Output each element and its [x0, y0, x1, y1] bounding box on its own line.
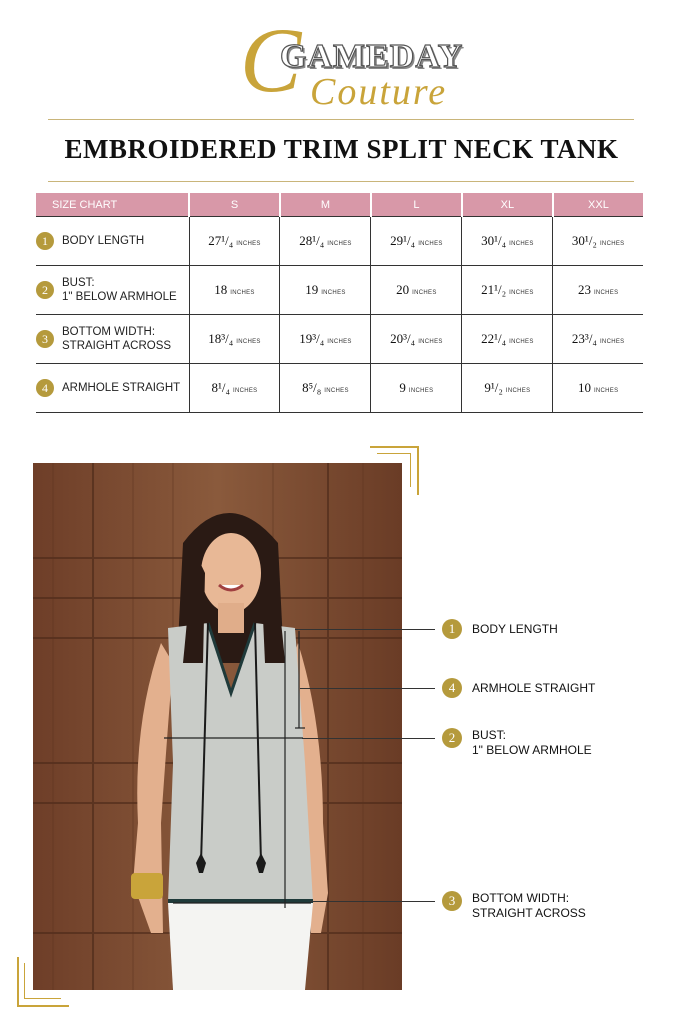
measurement-cell — [371, 266, 462, 315]
number-badge: 3 — [36, 330, 54, 348]
measurement-cell — [462, 364, 553, 413]
logo-top-text: GAMEDAY — [280, 38, 464, 75]
measurement-value: 30¹/₄ — [481, 233, 507, 248]
measurement-value: 22¹/₄ — [481, 331, 507, 346]
table-body — [36, 217, 643, 413]
row-sublabel: 1" BELOW ARMHOLE — [62, 291, 177, 303]
header-size-l: L — [371, 193, 462, 217]
callout-armhole-straight — [442, 678, 595, 698]
callout-bust — [442, 728, 592, 758]
measurement-cell — [553, 364, 643, 413]
measurement-unit: INCHES — [233, 388, 258, 394]
measurement-cell — [280, 266, 371, 315]
leader-line-bottom-width — [310, 901, 435, 902]
header-size-xl: XL — [462, 193, 553, 217]
measurement-value: 27¹/₄ — [208, 233, 234, 248]
measurement-unit: INCHES — [327, 339, 352, 345]
callout-label: ARMHOLE STRAIGHT — [472, 680, 596, 695]
measurement-value: 29¹/₄ — [390, 233, 416, 248]
measurement-value: 18³/₄ — [208, 331, 234, 346]
callout-label: BOTTOM WIDTH: — [472, 891, 570, 905]
measurement-unit: INCHES — [593, 290, 619, 296]
measurement-value: 8⁵/₈ — [302, 380, 322, 395]
measurement-unit: INCHES — [418, 241, 443, 247]
top-divider — [48, 119, 634, 120]
measurement-cell — [553, 217, 643, 266]
measurement-unit: INCHES — [412, 290, 437, 296]
row-label: ARMHOLE STRAIGHT — [62, 382, 181, 394]
page-title: EMBROIDERED TRIM SPLIT NECK TANK — [64, 134, 619, 164]
number-badge: 2 — [442, 728, 462, 748]
row-label: BODY LENGTH — [62, 235, 145, 247]
table-row — [36, 315, 643, 364]
table-row — [36, 217, 643, 266]
measurement-unit: INCHES — [505, 388, 531, 394]
title-divider — [48, 181, 634, 182]
number-badge: 4 — [442, 678, 462, 698]
header-size-m: M — [280, 193, 371, 217]
measurement-unit: INCHES — [327, 241, 352, 247]
measurement-cell — [280, 364, 371, 413]
number-badge: 1 — [442, 619, 462, 639]
size-chart-table — [36, 193, 643, 413]
measurement-value: 9 — [399, 380, 406, 395]
header-size-chart: SIZE CHART — [36, 193, 189, 217]
measurement-cell — [462, 266, 553, 315]
model-photo — [33, 463, 402, 990]
number-badge: 4 — [36, 379, 54, 397]
callout-body-length — [442, 619, 558, 639]
measurement-cell — [371, 364, 462, 413]
measurement-cell — [462, 315, 553, 364]
row-label-cell — [36, 315, 189, 364]
callout-label: BODY LENGTH — [472, 621, 558, 636]
model-illustration — [33, 463, 402, 990]
number-badge: 2 — [36, 281, 54, 299]
measurement-value: 21¹/₂ — [481, 282, 507, 297]
measurement-value: 18 — [214, 282, 228, 297]
measurement-unit: INCHES — [599, 241, 625, 247]
row-sublabel: STRAIGHT ACROSS — [62, 340, 172, 352]
measurement-unit: INCHES — [509, 339, 534, 345]
measurement-value: 19³/₄ — [299, 331, 325, 346]
measurement-value: 30¹/₂ — [571, 233, 597, 248]
measurement-unit: INCHES — [593, 388, 619, 394]
row-label-cell — [36, 364, 189, 413]
measurement-unit: INCHES — [321, 290, 346, 296]
measurement-cell — [371, 315, 462, 364]
table-row — [36, 364, 643, 413]
callout-sublabel: STRAIGHT ACROSS — [472, 906, 586, 920]
number-badge: 1 — [36, 232, 54, 250]
measurement-cell — [280, 217, 371, 266]
measurement-cell — [371, 217, 462, 266]
measurement-value: 10 — [577, 380, 591, 395]
callout-label: BUST: — [472, 728, 507, 742]
measurement-unit: INCHES — [236, 241, 261, 247]
measurement-unit: INCHES — [509, 241, 534, 247]
measurement-value: 23³/₄ — [571, 331, 597, 346]
number-badge: 3 — [442, 891, 462, 911]
row-label: BUST: — [62, 277, 95, 289]
measurement-cell — [189, 266, 280, 315]
measurement-value: 8¹/₄ — [211, 380, 231, 395]
measurement-value: 20 — [396, 282, 410, 297]
logo-c-flourish: C — [240, 9, 302, 111]
leader-line-armhole — [300, 688, 435, 689]
measurement-unit: INCHES — [418, 339, 443, 345]
measurement-cell — [553, 315, 643, 364]
table-header-row — [36, 193, 643, 217]
leader-line-bust — [302, 738, 435, 739]
measurement-value: 9¹/₂ — [484, 380, 503, 395]
leader-line-body-length — [295, 629, 435, 630]
measurement-value: 23 — [577, 282, 591, 297]
measurement-cell — [280, 315, 371, 364]
measurement-cell — [462, 217, 553, 266]
measurement-cell — [553, 266, 643, 315]
header-size-s: S — [189, 193, 280, 217]
table-row — [36, 266, 643, 315]
row-label: BOTTOM WIDTH: — [62, 326, 156, 338]
measurement-value: 20³/₄ — [390, 331, 416, 346]
measurement-unit: INCHES — [509, 290, 534, 296]
measurement-unit: INCHES — [324, 388, 349, 394]
measurement-value: 19 — [305, 282, 319, 297]
measurement-unit: INCHES — [599, 339, 625, 345]
measurement-unit: INCHES — [236, 339, 261, 345]
brand-logo — [240, 9, 490, 114]
measurement-value: 28¹/₄ — [299, 233, 325, 248]
logo-bottom-text: Couture — [310, 71, 448, 113]
measurement-unit: INCHES — [230, 290, 255, 296]
measurement-cell — [189, 217, 280, 266]
row-label-cell — [36, 217, 189, 266]
measurement-cell — [189, 364, 280, 413]
measurement-cell — [189, 315, 280, 364]
header-size-xxl: XXL — [553, 193, 643, 217]
callout-bottom-width — [442, 891, 586, 921]
measurement-unit: INCHES — [408, 388, 434, 394]
callout-sublabel: 1" BELOW ARMHOLE — [472, 743, 592, 757]
row-label-cell — [36, 266, 189, 315]
